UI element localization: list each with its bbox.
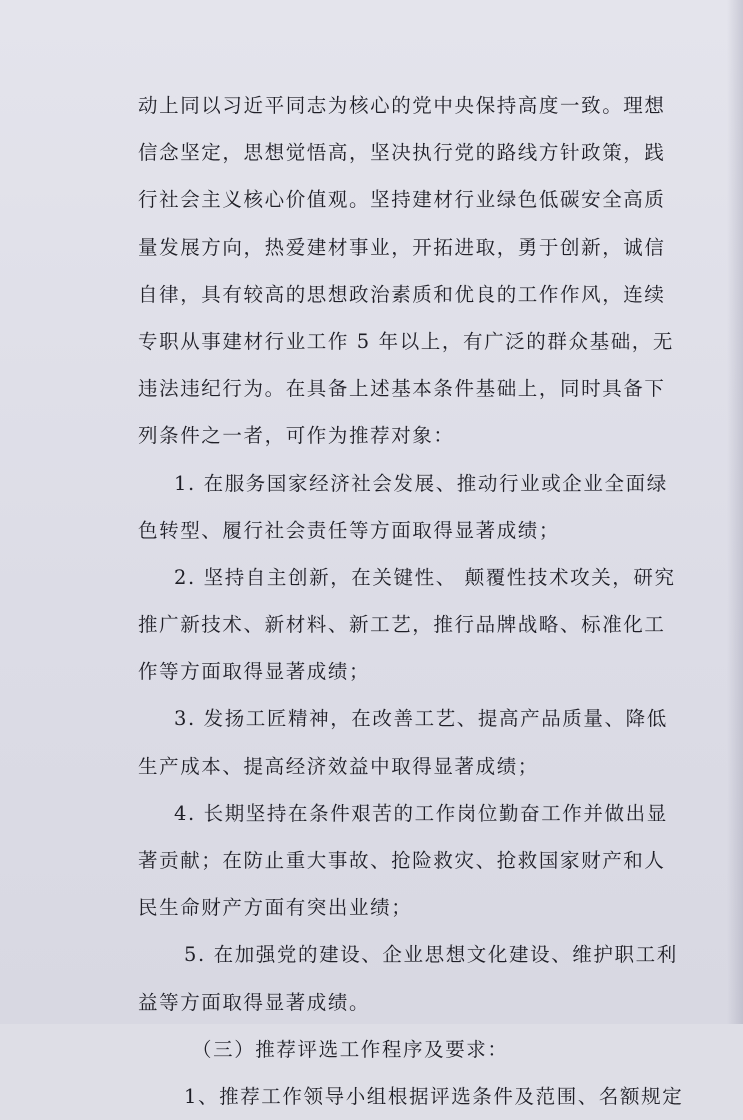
text-line: 专职从事建材行业工作 5 年以上，有广泛的群众基础，无 — [138, 329, 675, 353]
body-text — [138, 82, 684, 1120]
text-line: 推广新技术、新材料、新工艺，推行品牌战略、标准化工 — [138, 613, 666, 637]
text-line: 行社会主义核心价值观。坚持建材行业绿色低碳安全高质 — [138, 188, 666, 212]
list-item-3: 3. 发扬工匠精神，在改善工艺、提高产品质量、降低 — [174, 707, 668, 731]
list-item-1: 1. 在服务国家经济社会发展、推动行业或企业全面绿 — [174, 471, 668, 495]
text-line: 列条件之一者，可作为推荐对象： — [138, 424, 455, 448]
text-line: 作等方面取得显著成绩； — [138, 660, 371, 684]
text-line: 动上同以习近平同志为核心的党中央保持高度一致。理想 — [138, 94, 666, 117]
list-item-4: 4. 长期坚持在条件艰苦的工作岗位勤奋工作并做出显 — [174, 801, 668, 825]
text-line: 量发展方向，热爱建材事业，开拓进取，勇于创新，诚信 — [138, 235, 666, 259]
list-item-5: 5. 在加强党的建设、企业思想文化建设、维护职工利 — [184, 943, 678, 967]
text-line: 信念坚定，思想觉悟高，坚决执行党的路线方针政策，践 — [138, 141, 666, 165]
text-line: 生产成本、提高经济效益中取得显著成绩； — [138, 754, 539, 778]
text-line: 民生命财产方面有突出业绩； — [138, 896, 413, 920]
scan-edge-shadow — [727, 0, 743, 1024]
section-heading: （三）推荐评选工作程序及要求： — [192, 1037, 509, 1061]
text-line: 著贡献；在防止重大事故、抢险救灾、抢救国家财产和人 — [138, 849, 666, 872]
text-line: 违法违纪行为。在具备上述基本条件基础上，同时具备下 — [138, 377, 666, 401]
list-item-2: 2. 坚持自主创新，在关键性、 颠覆性技术攻关，研究 — [174, 565, 676, 589]
text-line: 益等方面取得显著成绩。 — [138, 990, 371, 1014]
text-line: 自律，具有较高的思想政治素质和优良的工作作风，连续 — [138, 282, 666, 306]
text-line: 色转型、履行社会责任等方面取得显著成绩； — [138, 518, 561, 542]
procedure-item-1: 1、推荐工作领导小组根据评选条件及范围、名额规定 — [184, 1084, 684, 1108]
